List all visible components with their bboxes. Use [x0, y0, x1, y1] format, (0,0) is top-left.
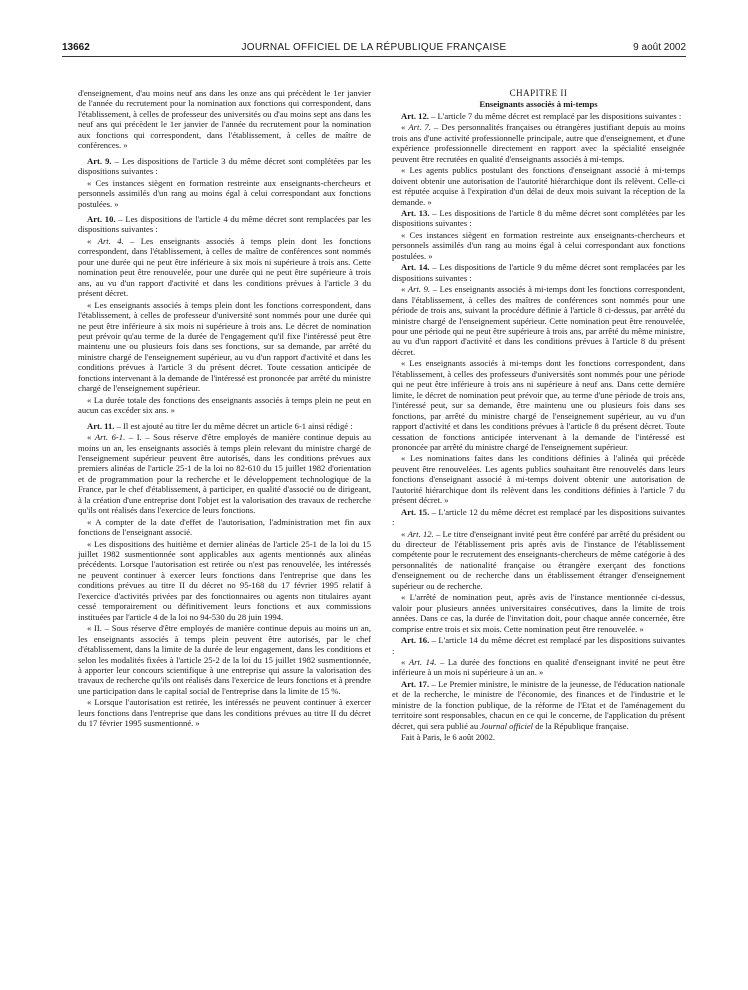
article-number: Art. 14.: [401, 262, 430, 273]
paragraph: [78, 432, 371, 516]
quote-mark: «: [87, 235, 98, 246]
closing-line: Fait à Paris, le 6 août 2002.: [401, 732, 496, 743]
article-11: [78, 421, 371, 431]
paragraph-text: – I. – Sous réserve d'être employés de manière continue depuis au moins un an, les enseignants associés à temps plein relevant du ministre chargé de l'enseignement supérieur peuvent être autorisés, dans les conditions prévues aux premiers alinéas de l'article 25-1 de la loi no 82-610 du 15 juillet 1982 d'orientation et de programmation pour la recherche et le développement technologique de la France, par le chef d'établissement, à participer, en qualité d'associé ou de dirigeant, à la création d'une entreprise dont l'objet est la valorisation des travaux de recherche qu'ils ont réalisés dans l'exercice de leurs fonctions.: [78, 432, 371, 516]
article-text: – Les dispositions de l'article 8 du même décret sont complétées par les dispositions suivantes :: [392, 207, 685, 229]
page-number: 13662: [62, 42, 90, 53]
article-15: [392, 507, 685, 528]
article-text: – Les dispositions de l'article 4 du même décret sont remplacées par les dispositions suivantes :: [78, 213, 371, 235]
article-number: Art. 13.: [401, 207, 430, 218]
quoted-article-ref: Art. 6-1.: [94, 432, 126, 443]
article-9: [78, 156, 371, 177]
article-number: Art. 17.: [401, 678, 430, 689]
paragraph-text: – Des personnalités françaises ou étrangères justifiant depuis au moins trois ans d'une activité professionnelle principale, autre que d'enseignement, et d'une expérience professionnelle directement en rapport avec la spécialité enseignée peuvent être recrutées en qualité d'enseignants associés à mi-temps.: [392, 122, 685, 164]
article-number: Art. 15.: [401, 506, 430, 517]
left-column: [78, 88, 371, 730]
paragraph: « La durée totale des fonctions des enseignants associés à temps plein ne peut en aucun cas excéder six ans. »: [78, 394, 371, 416]
article-17: [392, 679, 685, 731]
chapter-heading: CHAPITRE II: [509, 88, 568, 98]
paragraph: « II. – Sous réserve d'être employés de manière continue depuis au moins un an, les enseignants associés à temps plein peuvent être autorisés, par le chef d'établissement, dans la limite de la durée de leur engagement, dans les conditions et selon les modalités fixées à l'article 25-2 de la loi du 15 juillet 1982 susmentionnée, à apporter leur concours scientifique à une entreprise qui assure la valorisation des travaux de recherche qu'ils ont réalisés dans l'exercice de leurs fonctions et à prendre une participation dans le capital social de l'entreprise dans la limite de 15 %.: [78, 623, 371, 696]
paragraph: d'enseignement, d'au moins neuf ans dans les onze ans qui précèdent le 1er janvier de l'année du recrutement pour la nomination aux fonctions qui correspondent, dans l'établissement, à celles de professeur des universités ou d'au moins sept ans dans les neuf ans qui précèdent le 1er janvier de l'année du recrutement pour la nomination aux fonctions qui correspondent, dans l'établissement, à celles de maître de conférences. »: [78, 88, 371, 151]
article-number: Art. 12.: [401, 110, 429, 121]
paragraph: « Les enseignants associés à temps plein dont les fonctions correspondent, dans l'établissement, à celles de professeur d'université sont nommés pour une durée qui ne peut être inférieure à six mois ni supérieure à trois ans. Le décret de nomination peut prévoir qu'au terme de la durée de l'engagement qu'il fixe l'intéressé peut être maintenu une ou plusieurs fois dans ses fonctions, sur sa demande, par arrêté du ministre chargé de l'enseignement supérieur, au vu d'un rapport d'activité et dans les conditions prévues à l'article 3 du présent décret. Toute cessation anticipée de fonctions intervenant à la demande de l'intéressé est prononcée par arrêté du ministre chargé de l'enseignement supérieur.: [78, 299, 371, 394]
paragraph: « Les dispositions des huitième et dernier alinéas de l'article 25-1 de la loi du 15 juillet 1982 susmentionnée sont applicables aux agents mentionnés aux alinéas précédents. Lorsque l'autorisation est retirée ou n'est pas renouvelée, les intéressés ne peuvent continuer à exercer leurs fonctions dans l'entreprise que dans les conditions prévues au titre II du décret no 95-168 du 17 février 1995 relatif à l'exercice d'activités privées par des fonctionnaires ou agents non titulaires ayant cessé temporairement ou définitivement leurs fonctions et aux commissions instituées par l'article 4 de la loi no 94-530 du 28 juin 1994.: [78, 538, 371, 622]
quoted-article-ref: Art. 4.: [97, 235, 124, 246]
paragraph: « Ces instances siègent en formation restreinte aux enseignants-chercheurs et personnels assimilés d'un rang au moins égal à celui correspondant aux fonctions postulées. »: [392, 229, 685, 261]
chapter-title: Enseignants associés à mi-temps: [479, 99, 598, 110]
paragraph: [392, 657, 685, 678]
article-number: Art. 10.: [87, 213, 116, 224]
article-14: [392, 262, 685, 283]
paragraph: « A compter de la date d'effet de l'autorisation, l'administration met fin aux fonctions de l'enseignant associé.: [78, 516, 371, 538]
article-number: Art. 9.: [87, 155, 112, 166]
article-13: [392, 208, 685, 229]
article-10: [78, 214, 371, 235]
article-text: – L'article 7 du même décret est remplacé par les dispositions suivantes :: [428, 110, 682, 121]
paragraph: « L'arrêté de nomination peut, après avis de l'instance mentionnée ci-dessus, valoir pour plusieurs années universitaires consécutives, dans la limite de trois années. Dans ce cas, la durée de l'invitation doit, pour chaque année concernée, être comprise entre trois et six mois. Cette nomination peut être renouvelée. »: [392, 592, 685, 634]
article-number: Art. 16.: [401, 635, 430, 646]
article-number: Art. 11.: [87, 420, 115, 431]
publication-date: 9 août 2002: [633, 42, 686, 53]
quote-mark: «: [401, 528, 408, 539]
article-text: – Les dispositions de l'article 9 du même décret sont remplacées par les dispositions suivantes :: [392, 262, 685, 283]
article-12: [392, 111, 685, 121]
quote-mark: «: [87, 432, 95, 443]
quoted-article-ref: Art. 12.: [407, 528, 434, 539]
paragraph: « Les agents publics postulant des fonctions d'enseignant associé à mi-temps doivent obtenir une autorisation de l'autorité hiérarchique dont ils relèvent. Celle-ci est réputée acquise à l'expiration d'un délai de deux mois suivant la réception de la demande. »: [392, 165, 685, 207]
article-16: [392, 635, 685, 656]
journal-name: Journal officiel: [480, 720, 534, 731]
article-text: – Les dispositions de l'article 3 du même décret sont complétées par les dispositions suivantes :: [78, 155, 371, 177]
right-column: [392, 88, 685, 744]
paragraph: [392, 122, 685, 164]
article-text: – Il est ajouté au titre Ier du même décret un article 6-1 ainsi rédigé :: [114, 420, 353, 431]
journal-title: JOURNAL OFFICIEL DE LA RÉPUBLIQUE FRANÇAISE: [241, 42, 507, 53]
paragraph: « Lorsque l'autorisation est retirée, les intéressés ne peuvent continuer à exercer leurs fonctions dans l'entreprise que dans les conditions prévues au titre II du décret du 17 février 1995 susmentionné. »: [78, 697, 371, 729]
paragraph: [78, 236, 371, 299]
article-text: – L'article 12 du même décret est remplacé par les dispositions suivantes :: [392, 506, 686, 528]
quote-mark: «: [401, 122, 409, 133]
quoted-article-ref: Art. 9.: [407, 284, 431, 295]
article-text-end: de la République française.: [533, 720, 629, 731]
paragraph: « Les nominations faites dans les conditions définies à l'alinéa qui précède peuvent être renouvelées. Les agents publics souhaitant être renouvelés dans leurs fonctions d'enseignant associé à mi-temps doivent obtenir une autorisation de l'autorité hiérarchique dont ils relèvent dans les conditions définies à l'article 7 du présent décret. »: [392, 453, 685, 506]
paragraph: « Les enseignants associés à mi-temps dont les fonctions correspondent, dans l'établissement, à celles des professeurs d'universités sont nommés pour une période qui ne peut être inférieure à trois ans ni supérieure à neuf ans. Dans cette dernière limite, le décret de nomination peut prévoir que, au terme d'une période de trois ans, l'intéressé peut, sur sa demande, être maintenu une ou plusieurs fois dans ses fonctions, par arrêté du ministre chargé de l'enseignement supérieur, au vu d'un rapport d'activité et dans les conditions prévues à l'article 8 du présent décret. Toute cessation de fonctions anticipée intervenant à la demande de l'intéressé est prononcée par arrêté du ministre chargé de l'enseignement supérieur.: [392, 358, 685, 452]
paragraph: [392, 529, 685, 592]
paragraph: [392, 284, 685, 357]
quote-mark: «: [401, 284, 408, 295]
quote-mark: «: [401, 657, 409, 668]
quoted-article-ref: Art. 7.: [408, 122, 431, 133]
paragraph: « Ces instances siègent en formation restreinte aux enseignants-chercheurs et personnels assimilés d'un rang au moins égal à celui correspondant aux fonctions postulées. »: [78, 177, 371, 209]
paragraph-text: – La durée des fonctions en qualité d'enseignant invité ne peut être inférieure à un mois ni supérieure à un an. »: [392, 657, 685, 678]
page-header: [62, 40, 686, 57]
article-text: – Le Premier ministre, le ministre de la jeunesse, de l'éducation nationale et de la recherche, le ministre de l'économie, des finances et de l'industrie et le ministre de la fonction publique, de la réforme de l'Etat et de l'aménagement du territoire sont responsables, chacun en ce qui le concerne, de l'application du présent décret, qui sera publié au: [392, 678, 685, 731]
paragraph-text: – Les enseignants associés à temps plein dont les fonctions correspondent, dans l'établissement, à celles de maître de conférences sont nommés pour une durée qui ne peut être inférieure à six mois ni supérieure à trois ans. Cette nomination peut être renouvelée, pour une durée qui ne peut être supérieure à trois ans, au vu d'un rapport d'activité et dans les conditions prévues à l'article 3 du présent décret.: [78, 235, 371, 299]
quoted-article-ref: Art. 14.: [408, 657, 437, 668]
paragraph-text: – Les enseignants associés à mi-temps dont les fonctions correspondent, dans l'établissement, à celles des maîtres de conférences sont nommés pour une période de trois ans, suivant la procédure définie à l'article 8 ci-dessus, par arrêté du ministre chargé de l'enseignement supérieur. Cette nomination peut être renouvelée, pour une période qui ne peut être supérieure à trois ans, par arrêté du même ministre, au vu d'un rapport d'activité et dans les conditions prévues à l'article 8 du présent décret.: [392, 284, 685, 357]
article-text: – L'article 14 du même décret est remplacé par les dispositions suivantes :: [392, 635, 686, 656]
paragraph-text: – Le titre d'enseignant invité peut être conféré par arrêté du président ou du directeur de l'établissement pris après avis de l'instance de l'établissement compétente pour le recrutement des enseignants-chercheurs de même catégorie à des personnalités de nationalité française ou étrangère exerçant des fonctions d'enseignement ou de recherche dans un établissement étranger d'enseignement supérieur ou de recherche.: [392, 528, 685, 591]
